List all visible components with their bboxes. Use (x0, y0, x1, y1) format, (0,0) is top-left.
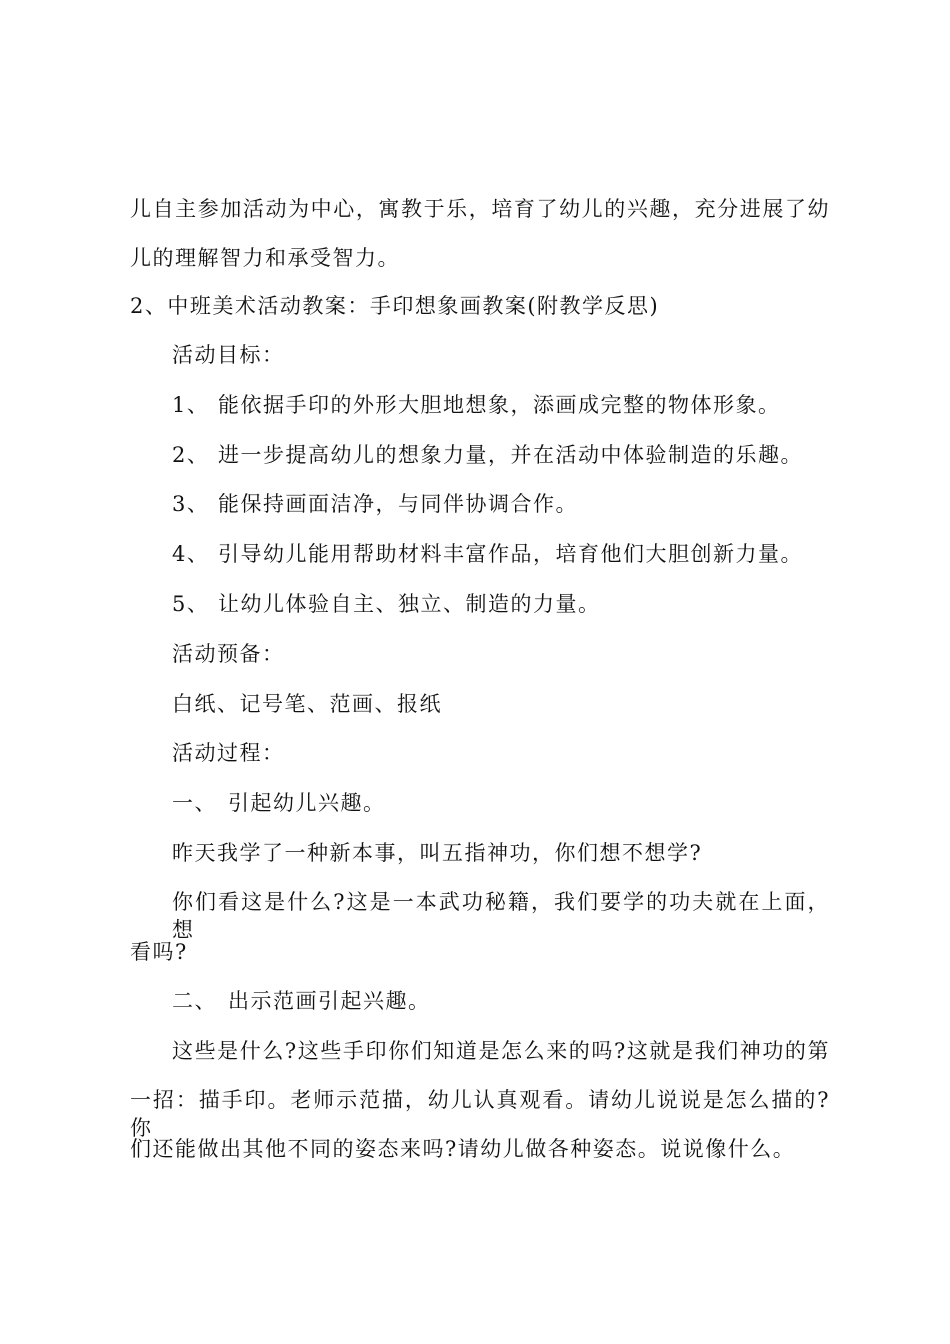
section-title: 2、中班美术活动教案：手印想象画教案(附教学反思) (130, 294, 660, 318)
step-title-2: 出示范画引起兴趣。 (228, 989, 431, 1013)
paragraph-question-line-1 (172, 888, 830, 944)
paragraph-question-line-2: 看吗? (130, 940, 188, 964)
step-heading-2 (172, 987, 872, 1015)
goal-number-4: 4、 (172, 542, 210, 566)
activity-goals-heading: 活动目标： (172, 343, 285, 367)
goal-text-5: 让幼儿体验自主、独立、制造的力量。 (218, 592, 601, 616)
paragraph-demo-line-2: 一招：描手印。老师示范描，幼儿认真观看。请幼儿说说是怎么描的?你 (130, 1088, 830, 1140)
goal-number-5: 5、 (172, 592, 210, 616)
goal-item-4 (172, 540, 872, 568)
paragraph-demo-text-1: 这些是什么?这些手印你们知道是怎么来的吗?这就是我们神功的第 (172, 1039, 830, 1063)
goal-text-2: 进一步提高幼儿的想象力量，并在活动中体验制造的乐趣。 (218, 443, 803, 467)
goal-number-3: 3、 (172, 492, 210, 516)
paragraph-demo-line-3: 们还能做出其他不同的姿态来吗?请幼儿做各种姿态。说说像什么。 (130, 1137, 796, 1161)
goal-item-1 (172, 391, 872, 419)
paragraph-line-2: 儿的理解智力和承受智力。 (130, 246, 400, 270)
paragraph-line-1: 儿自主参加活动为中心，寓教于乐，培育了幼儿的兴趣，充分进展了幼 (130, 197, 830, 221)
paragraph-demo-line-1 (172, 1037, 830, 1065)
step-number-2: 二、 (172, 989, 217, 1013)
goal-item-2 (172, 441, 872, 469)
goal-text-3: 能保持画面洁净，与同伴协调合作。 (218, 492, 578, 516)
goal-text-1: 能依据手印的外形大胆地想象，添画成完整的物体形象。 (218, 393, 781, 417)
paragraph-intro: 昨天我学了一种新本事，叫五指神功，你们想不想学? (172, 841, 703, 865)
step-title-1: 引起幼儿兴趣。 (228, 791, 386, 815)
goal-item-3 (172, 490, 872, 518)
paragraph-question-text-1: 你们看这是什么?这是一本武功秘籍，我们要学的功夫就在上面，想 (172, 890, 830, 942)
preparation-materials: 白纸、记号笔、范画、报纸 (172, 692, 442, 716)
goal-number-2: 2、 (172, 443, 210, 467)
process-heading: 活动过程： (172, 741, 285, 765)
preparation-heading: 活动预备： (172, 642, 285, 666)
step-number-1: 一、 (172, 791, 217, 815)
goal-item-5 (172, 590, 872, 618)
goal-text-4: 引导幼儿能用帮助材料丰富作品，培育他们大胆创新力量。 (218, 542, 803, 566)
goal-number-1: 1、 (172, 393, 210, 417)
step-heading-1 (172, 789, 872, 817)
